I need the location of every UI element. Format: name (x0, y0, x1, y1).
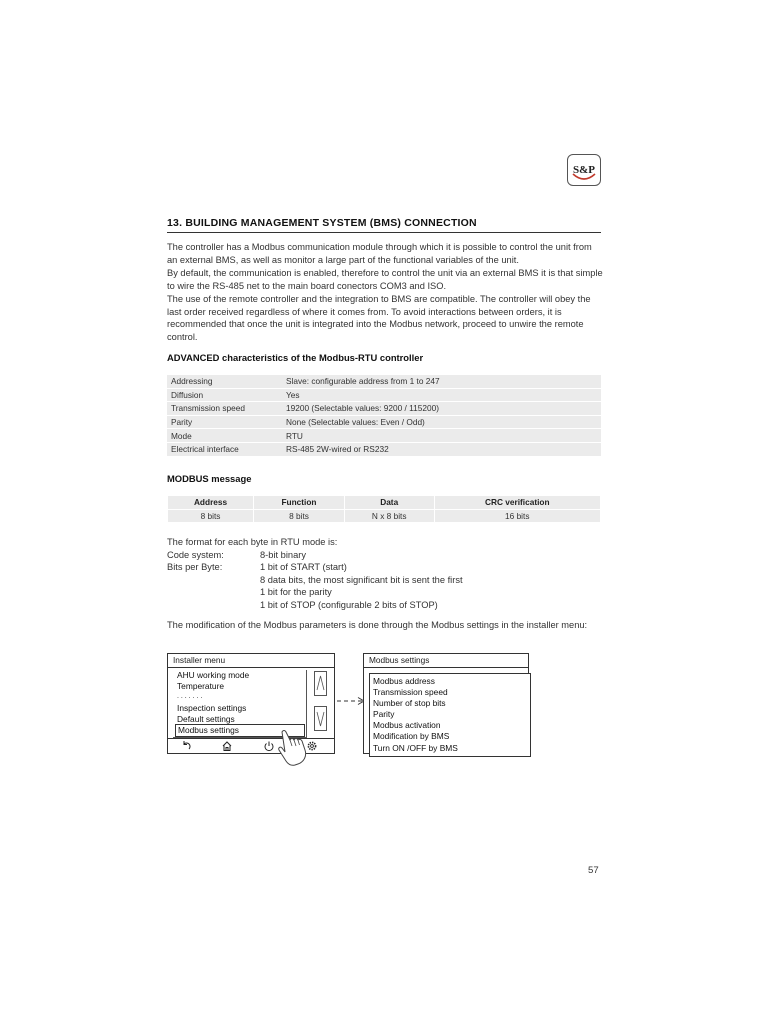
table-cell-label: Mode (167, 429, 282, 442)
table-row (168, 510, 600, 523)
modification-text: The modification of the Modbus parameters is done through the Modbus settings in the installer menu: (167, 620, 588, 630)
table-row (167, 389, 601, 402)
intro-paragraph-1: The controller has a Modbus communication module through which it is possible to control the unit from an external BMS, as well as monitor a large part of the functional variables of the unit. (167, 242, 592, 265)
setting-turn-on-off-by-bms[interactable]: Turn ON /OFF by BMS (373, 743, 458, 753)
table-row (167, 416, 601, 429)
icon-bar-divider (168, 738, 334, 739)
title-divider (168, 667, 334, 668)
format-row (167, 586, 463, 599)
format-row (167, 561, 463, 574)
format-row (167, 549, 463, 562)
advanced-title: ADVANCED characteristics of the Modbus-RTU controller (167, 352, 424, 363)
hand-pointer-icon (276, 726, 308, 768)
table-cell-value: None (Selectable values: Even / Odd) (282, 416, 601, 429)
intro-paragraph-2: By default, the communication is enabled, therefore to control the unit via an external BMS it is that simple to wire the RS-485 net to the main board conectors COM3 and ISO. (167, 267, 603, 291)
table-cell-value: Yes (282, 389, 601, 402)
installer-menu-screen (167, 653, 335, 754)
menu-item-modbus-settings[interactable]: Modbus settings (175, 724, 305, 737)
setting-number-of-stop-bits[interactable]: Number of stop bits (373, 698, 446, 708)
bits-line: 1 bit of STOP (configurable 2 bits of STOP) (260, 599, 438, 610)
bits-line: 1 bit of START (start) (260, 562, 347, 573)
table-row (167, 429, 601, 442)
arrow-icon (336, 696, 366, 706)
format-row (167, 599, 463, 612)
scroll-up-button[interactable] (314, 671, 327, 696)
table-row (167, 402, 601, 415)
power-icon[interactable] (263, 740, 275, 752)
bits-per-byte-label: Bits per Byte: (167, 562, 223, 573)
table-cell-value: RTU (282, 429, 601, 442)
table-cell: 8 bits (168, 510, 253, 523)
code-system-label: Code system: (167, 549, 224, 560)
table-cell-value: RS-485 2W-wired or RS232 (282, 443, 601, 456)
modbus-settings-title: Modbus settings (369, 655, 430, 665)
table-cell: N x 8 bits (345, 510, 434, 523)
sp-logo (567, 154, 601, 186)
setting-transmission-speed[interactable]: Transmission speed (373, 687, 448, 697)
intro-text (167, 241, 603, 344)
chevron-down-icon (315, 707, 326, 730)
back-icon[interactable] (180, 740, 192, 752)
menu-item-ellipsis: . . . . . . . (177, 693, 203, 700)
sp-logo-mark (569, 157, 599, 183)
table-cell-label: Electrical interface (167, 443, 282, 456)
setting-parity[interactable]: Parity (373, 709, 395, 719)
table-row (167, 443, 601, 456)
message-table (167, 495, 601, 523)
menu-item-inspection-settings[interactable]: Inspection settings (177, 703, 247, 713)
column-header: CRC verification (435, 496, 600, 509)
home-icon[interactable] (221, 740, 233, 752)
table-row (167, 375, 601, 388)
code-system-value: 8-bit binary (260, 549, 306, 560)
table-header-row (168, 496, 600, 509)
setting-modbus-activation[interactable]: Modbus activation (373, 720, 441, 730)
table-cell-label: Diffusion (167, 389, 282, 402)
intro-paragraph-3: The use of the remote controller and the integration to BMS are compatible. The controller will obey the last order received regardless of where it comes from. To avoid interactions between orders, it is recommended that once the unit is integrated into the Modbus network, proceed to unwire the remote control. (167, 293, 591, 343)
bits-line: 8 data bits, the most significant bit is sent the first (260, 574, 463, 585)
table-cell-value: Slave: configurable address from 1 to 247 (282, 375, 601, 388)
page-number: 57 (588, 865, 599, 876)
menu-item-temperature[interactable]: Temperature (177, 681, 225, 691)
scroll-down-button[interactable] (314, 706, 327, 731)
characteristics-table (167, 374, 601, 457)
title-divider (364, 667, 528, 668)
format-intro: The format for each byte in RTU mode is: (167, 537, 338, 547)
setting-modbus-address[interactable]: Modbus address (373, 676, 435, 686)
modbus-settings-list (369, 673, 531, 757)
modbus-settings-screen (363, 653, 529, 754)
installer-menu-title: Installer menu (173, 655, 226, 665)
table-cell: 8 bits (254, 510, 344, 523)
menu-item-default-settings[interactable]: Default settings (177, 714, 235, 724)
table-cell-label: Parity (167, 416, 282, 429)
chevron-up-icon (315, 672, 326, 695)
column-header: Data (345, 496, 434, 509)
setting-modification-by-bms[interactable]: Modification by BMS (373, 731, 450, 741)
message-title: MODBUS message (167, 473, 252, 484)
table-cell-value: 19200 (Selectable values: 9200 / 115200) (282, 402, 601, 415)
table-cell: 16 bits (435, 510, 600, 523)
column-header: Function (254, 496, 344, 509)
byte-format (167, 536, 463, 612)
bits-line: 1 bit for the parity (260, 587, 332, 598)
table-cell-label: Transmission speed (167, 402, 282, 415)
section-divider (167, 232, 601, 233)
table-cell-label: Addressing (167, 375, 282, 388)
column-header: Address (168, 496, 253, 509)
menu-item-ahu-working-mode[interactable]: AHU working mode (177, 670, 250, 680)
section-title: 13. BUILDING MANAGEMENT SYSTEM (BMS) CONNECTION (167, 217, 477, 229)
sp-logo-text: S&P (573, 164, 595, 176)
format-row (167, 574, 463, 587)
